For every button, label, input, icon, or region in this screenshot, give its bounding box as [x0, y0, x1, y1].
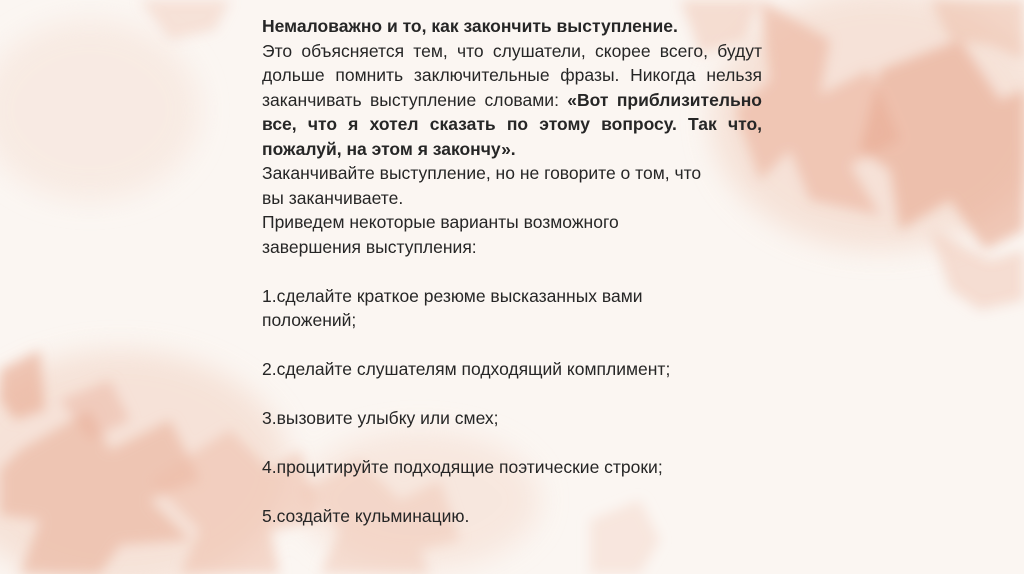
advice-line-1: Заканчивайте выступление, но не говорите о том, что	[262, 163, 702, 183]
variants-line-1: Приведем некоторые варианты возможного	[262, 212, 619, 232]
leaf-shape	[140, 0, 230, 40]
list-item: 1.сделайте краткое резюме высказанных вами	[262, 285, 643, 306]
leaf-shape	[930, 230, 1024, 310]
intro-text: Это объясняется тем, что слушатели, скорее всего, будут дольше помнить заключительные фразы. Никогда нельзя заканчивать выступление словами:	[262, 40, 762, 110]
list-item: 2.сделайте слушателям подходящий комплимент;	[262, 359, 671, 379]
intro-paragraph	[262, 39, 762, 162]
list-item: 5.создайте кульминацию.	[262, 506, 470, 526]
variants-line-2: завершения выступления:	[262, 236, 477, 257]
advice-line-2: вы заканчиваете.	[262, 187, 404, 208]
slide-content	[262, 14, 762, 529]
list-item: 4.процитируйте подходящие поэтические строки;	[262, 457, 663, 477]
list-item: 3.вызовите улыбку или смех;	[262, 408, 499, 428]
bad-ending-quote: «Вот приблизительно все, что я хотел сказать по этому вопросу. Так что, пожалуй, на этом я закончу».	[262, 89, 762, 159]
list-item-continued: положений;	[262, 310, 357, 330]
slide-heading: Немаловажно и то, как закончить выступление.	[262, 16, 678, 36]
